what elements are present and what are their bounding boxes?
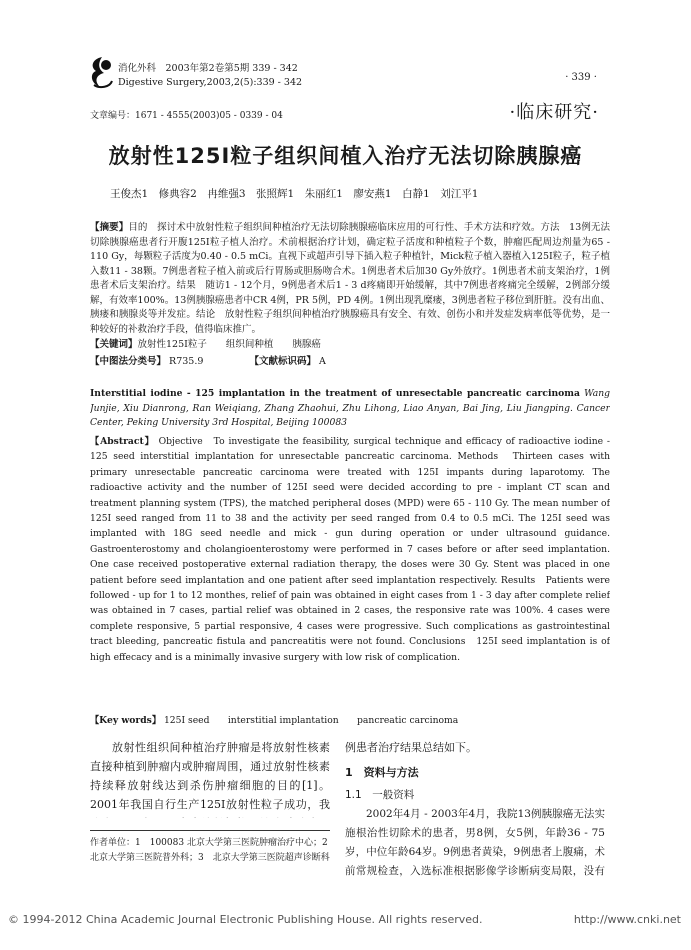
classification-line — [90, 355, 610, 370]
keywords-en — [90, 714, 610, 729]
footnote-divider — [90, 830, 330, 831]
journal-en: Digestive Surgery,2003,2(5):339 - 342 — [118, 77, 303, 88]
classification-value: R735.9 — [169, 356, 204, 367]
journal-logo-icon — [88, 55, 114, 89]
abstract-en-label: 【Abstract】 — [90, 436, 155, 447]
copyright-text: © 1994-2012 China Academic Journal Electronic Publishing House. All rights reserved. — [8, 913, 483, 926]
doc-code-label: 【文献标识码】 — [249, 356, 316, 367]
body-text-right: 2002年4月 - 2003年4月，我院13例胰腺癌无法实施根治性切除术的患者，男8例，女5例，年龄36 - 75岁，中位年龄64岁。9例患者黄染，9例患者上腹痛，术前常规检查，入选标准根据影像学诊断病变局限，没有 — [345, 808, 605, 877]
abstract-cn — [90, 221, 610, 337]
section-label: ·临床研究· — [509, 102, 599, 123]
page-number: · 339 · — [565, 72, 597, 83]
english-title-block — [90, 387, 610, 432]
abstract-cn-label: 【摘要】 — [90, 222, 129, 233]
authors-cn: 王俊杰1 修典容2 冉维强3 张照辉1 朱丽红1 廖安燕1 白静1 刘江平1 — [110, 188, 479, 200]
journal-cn: 消化外科 2003年第2卷第5期 339 - 342 — [118, 63, 298, 74]
english-authors: Wang Junjie, Xiu Dianrong, Ran Weiqiang, Zhang Zhaohui, Zhu Lihong, Liao Anyan, Bai Jing, Liu Jiangping. Cancer Center, Peking University 3rd Hospital, Beijing 100083 — [90, 388, 610, 428]
abstract-cn-text: 目的 探讨术中放射性粒子组织间种植治疗无法切除胰腺癌临床应用的可行性、手术方法和疗效。方法 13例无法切除胰腺癌患者行开腹125I粒子植人治疗。术前根据治疗计划，确定粒子活度和种植粒子个数，肿瘤匹配周边剂量为65 - 110 Gy，每颗粒子活度为0.40 - 0.5 mCi。直视下或超声引导下插入粒子种植针，Mick粒子植入器植入125I粒子，粒子植入数11 - 38颗。7例患者粒子植入前或后行胃肠或胆肠吻合术。1例患者术后加30 Gy外放疗。1例患者术前支架治疗，1例患者术后支架治疗。结果 随访1 - 12个月，9例患者术后1 - 3 d疼痛即开始缓解，其中7例患者疼痛完全缓解，2例部分缓解，有效率100%。13例胰腺癌患者中CR 4例，PR 5例，PD 4例。1例出现乳糜瘘，3例患者粒子移位到肝脏。没有出血、胰瘘和胰腺炎等并发症。结论 放射性粒子组织间种植治疗胰腺癌具有安全、有效、创伤小和并发症发病率低等优势，是一种较好的补救治疗手段，值得临床推广。 — [90, 222, 610, 335]
body-column-right — [345, 738, 605, 881]
keywords-cn-text: 放射性125I粒子 组织间种植 胰腺癌 — [137, 339, 321, 350]
cnki-link[interactable]: http://www.cnki.net — [573, 913, 681, 926]
footnote: 作者单位：1 100083 北京大学第三医院肿瘤治疗中心；2 北京大学第三医院普外科；3 北京大学第三医院超声诊断科 — [90, 838, 337, 863]
section-heading-1: 1 资料与方法 — [345, 766, 419, 779]
english-title: Interstitial iodine - 125 implantation in the treatment of unresectable pancreatic carcinoma — [90, 388, 580, 399]
paper-title: 放射性125I粒子组织间植入治疗无法切除胰腺癌 — [108, 144, 583, 168]
abstract-en-text: Objective To investigate the feasibility, surgical technique and efficacy of radioactive iodine - 125 seed interstitial implantation for unresectable pancreatic carcinoma. Methods Thirteen cases with primary unresectable pancreatic carcinoma were treated with 125I impants during laparotomy. The radioactive activity and the number of 125I seed were decided according to pre - implant CT scan and treatment planning system (TPS), the matched peripheral doses (MPD) were 65 - 110 Gy. The mean number of 125I seed ranged from 11 to 38 and the activity per seed ranged from 0.4 to 0.5 mCi. The 125I seed was implanted with 18G seed needle and mick - gun during operation or under ultrasound guidance. Gastroenterostomy and cholangioenterostomy were performed in 7 cases before or after seed implantation. One case received postoperative external radiation therapy, the doses were 30 Gy. Stent was placed in one patient before seed implantation and one patient after seed implantation respectively. Results Patients were followed - up for 1 to 12 monthes, relief of pain was obtained in eight cases from 1 - 3 day after complete relief was obtained in 7 cases, partial relief was obtained in 2 cases, the responsive rate was 100%. 4 cases were complete responsive, 5 partial responsive, 4 cases were progressive. Such complications as gastrointestinal tract bleeding, pancreatic fistula and pancreatitis were not found. Conclusions 125I seed implantation is of high effecacy and is a minimally invasive surgery with low risk of complication. — [90, 436, 610, 663]
article-number: 文章编号：1671 - 4555(2003)05 - 0339 - 04 — [90, 111, 283, 121]
classification-label: 【中图法分类号】 — [90, 356, 167, 367]
keywords-cn — [90, 338, 610, 353]
doc-code-value: A — [319, 356, 326, 367]
abstract-en — [90, 434, 610, 712]
journal-info — [118, 62, 302, 90]
section-heading-1-1: 1.1 一般资料 — [345, 789, 415, 801]
keywords-cn-label: 【关键词】 — [90, 339, 138, 350]
keywords-en-text: 125I seed interstitial implantation pancreatic carcinoma — [163, 715, 459, 726]
keywords-en-label: 【Key words】 — [90, 715, 162, 726]
body-column-left: 放射性组织间种植治疗肿瘤是将放射性核素直接种植到肿瘤内或肿瘤周围，通过放射性核素持续释放射线达到杀伤肿瘤细胞的目的[1]。2001年我国自行生产125I放射性粒子成功，我 — [90, 741, 330, 811]
body-continuation: 例患者治疗结果总结如下。 — [345, 741, 477, 754]
